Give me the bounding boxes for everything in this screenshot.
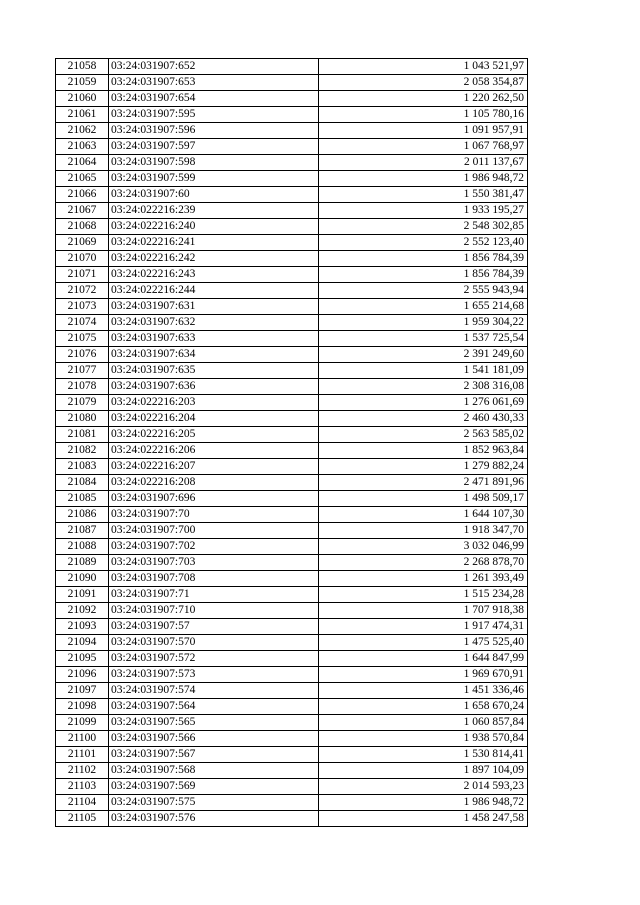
cadastral-value-cell: 1 644 847,99	[319, 651, 528, 667]
row-number-cell: 21076	[56, 347, 109, 363]
row-number-cell: 21059	[56, 75, 109, 91]
cadastral-number-cell: 03:24:031907:710	[109, 603, 319, 619]
cadastral-value-cell: 1 897 104,09	[319, 763, 528, 779]
table-row	[56, 219, 528, 235]
table-row	[56, 443, 528, 459]
cadastral-number-cell: 03:24:022216:242	[109, 251, 319, 267]
table-row	[56, 523, 528, 539]
cadastral-number-cell: 03:24:031907:595	[109, 107, 319, 123]
row-number-cell: 21060	[56, 91, 109, 107]
row-number-cell: 21104	[56, 795, 109, 811]
cadastral-number-cell: 03:24:022216:241	[109, 235, 319, 251]
cadastral-value-cell: 1 067 768,97	[319, 139, 528, 155]
table-row	[56, 539, 528, 555]
cadastral-value-cell: 1 458 247,58	[319, 811, 528, 827]
cadastral-value-cell: 1 852 963,84	[319, 443, 528, 459]
cadastral-value-cell: 1 498 509,17	[319, 491, 528, 507]
cadastral-number-cell: 03:24:031907:700	[109, 523, 319, 539]
row-number-cell: 21075	[56, 331, 109, 347]
cadastral-value-cell: 1 220 262,50	[319, 91, 528, 107]
row-number-cell: 21061	[56, 107, 109, 123]
table-row	[56, 395, 528, 411]
cadastral-value-cell: 1 986 948,72	[319, 171, 528, 187]
table-row	[56, 347, 528, 363]
row-number-cell: 21101	[56, 747, 109, 763]
cadastral-number-cell: 03:24:031907:70	[109, 507, 319, 523]
cadastral-number-cell: 03:24:031907:696	[109, 491, 319, 507]
row-number-cell: 21073	[56, 299, 109, 315]
table-row	[56, 59, 528, 75]
table-row	[56, 331, 528, 347]
cadastral-number-cell: 03:24:031907:598	[109, 155, 319, 171]
row-number-cell: 21070	[56, 251, 109, 267]
table-body	[56, 59, 528, 827]
cadastral-number-cell: 03:24:031907:574	[109, 683, 319, 699]
cadastral-value-cell: 1 515 234,28	[319, 587, 528, 603]
cadastral-value-cell: 1 856 784,39	[319, 267, 528, 283]
cadastral-value-cell: 1 644 107,30	[319, 507, 528, 523]
row-number-cell: 21082	[56, 443, 109, 459]
table-row	[56, 795, 528, 811]
cadastral-number-cell: 03:24:031907:634	[109, 347, 319, 363]
row-number-cell: 21085	[56, 491, 109, 507]
cadastral-number-cell: 03:24:031907:632	[109, 315, 319, 331]
cadastral-number-cell: 03:24:031907:636	[109, 379, 319, 395]
cadastral-value-cell: 2 471 891,96	[319, 475, 528, 491]
table-row	[56, 315, 528, 331]
cadastral-number-cell: 03:24:022216:203	[109, 395, 319, 411]
row-number-cell: 21098	[56, 699, 109, 715]
cadastral-value-cell: 1 261 393,49	[319, 571, 528, 587]
cadastral-value-cell: 2 268 878,70	[319, 555, 528, 571]
cadastral-number-cell: 03:24:031907:576	[109, 811, 319, 827]
cadastral-value-cell: 1 655 214,68	[319, 299, 528, 315]
table-row	[56, 283, 528, 299]
cadastral-number-cell: 03:24:031907:573	[109, 667, 319, 683]
cadastral-number-cell: 03:24:022216:243	[109, 267, 319, 283]
cadastral-number-cell: 03:24:022216:240	[109, 219, 319, 235]
table-row	[56, 811, 528, 827]
row-number-cell: 21071	[56, 267, 109, 283]
cadastral-value-cell: 1 105 780,16	[319, 107, 528, 123]
cadastral-number-cell: 03:24:031907:702	[109, 539, 319, 555]
cadastral-value-table	[55, 58, 528, 827]
cadastral-number-cell: 03:24:031907:572	[109, 651, 319, 667]
cadastral-value-cell: 1 933 195,27	[319, 203, 528, 219]
row-number-cell: 21083	[56, 459, 109, 475]
row-number-cell: 21081	[56, 427, 109, 443]
table-row	[56, 251, 528, 267]
cadastral-number-cell: 03:24:022216:204	[109, 411, 319, 427]
cadastral-number-cell: 03:24:031907:703	[109, 555, 319, 571]
table-row	[56, 715, 528, 731]
cadastral-number-cell: 03:24:031907:596	[109, 123, 319, 139]
cadastral-number-cell: 03:24:031907:57	[109, 619, 319, 635]
cadastral-value-cell: 1 043 521,97	[319, 59, 528, 75]
table-row	[56, 555, 528, 571]
row-number-cell: 21086	[56, 507, 109, 523]
cadastral-value-cell: 1 279 882,24	[319, 459, 528, 475]
cadastral-value-cell: 1 707 918,38	[319, 603, 528, 619]
table-row	[56, 363, 528, 379]
cadastral-number-cell: 03:24:022216:206	[109, 443, 319, 459]
cadastral-number-cell: 03:24:031907:564	[109, 699, 319, 715]
table-row	[56, 779, 528, 795]
table-row	[56, 571, 528, 587]
cadastral-value-cell: 1 537 725,54	[319, 331, 528, 347]
row-number-cell: 21079	[56, 395, 109, 411]
table-row	[56, 763, 528, 779]
table-row	[56, 491, 528, 507]
cadastral-value-cell: 2 014 593,23	[319, 779, 528, 795]
cadastral-value-cell: 2 552 123,40	[319, 235, 528, 251]
table-row	[56, 379, 528, 395]
cadastral-value-cell: 1 060 857,84	[319, 715, 528, 731]
cadastral-value-cell: 1 091 957,91	[319, 123, 528, 139]
table-row	[56, 171, 528, 187]
cadastral-value-cell: 1 917 474,31	[319, 619, 528, 635]
cadastral-number-cell: 03:24:031907:566	[109, 731, 319, 747]
cadastral-value-cell: 1 938 570,84	[319, 731, 528, 747]
cadastral-value-cell: 2 308 316,08	[319, 379, 528, 395]
table-row	[56, 299, 528, 315]
cadastral-value-cell: 2 548 302,85	[319, 219, 528, 235]
row-number-cell: 21072	[56, 283, 109, 299]
row-number-cell: 21062	[56, 123, 109, 139]
row-number-cell: 21066	[56, 187, 109, 203]
row-number-cell: 21103	[56, 779, 109, 795]
table-row	[56, 123, 528, 139]
cadastral-number-cell: 03:24:031907:567	[109, 747, 319, 763]
cadastral-value-cell: 1 451 336,46	[319, 683, 528, 699]
cadastral-value-cell: 1 276 061,69	[319, 395, 528, 411]
table-row	[56, 139, 528, 155]
cadastral-value-cell: 2 058 354,87	[319, 75, 528, 91]
table-row	[56, 747, 528, 763]
cadastral-number-cell: 03:24:031907:575	[109, 795, 319, 811]
table-row	[56, 699, 528, 715]
cadastral-number-cell: 03:24:022216:208	[109, 475, 319, 491]
row-number-cell: 21099	[56, 715, 109, 731]
cadastral-number-cell: 03:24:031907:708	[109, 571, 319, 587]
row-number-cell: 21077	[56, 363, 109, 379]
cadastral-number-cell: 03:24:031907:570	[109, 635, 319, 651]
row-number-cell: 21094	[56, 635, 109, 651]
row-number-cell: 21095	[56, 651, 109, 667]
cadastral-value-cell: 1 986 948,72	[319, 795, 528, 811]
cadastral-value-cell: 1 918 347,70	[319, 523, 528, 539]
table-row	[56, 427, 528, 443]
row-number-cell: 21089	[56, 555, 109, 571]
row-number-cell: 21100	[56, 731, 109, 747]
row-number-cell: 21090	[56, 571, 109, 587]
table-row	[56, 475, 528, 491]
row-number-cell: 21058	[56, 59, 109, 75]
table-row	[56, 507, 528, 523]
table-row	[56, 683, 528, 699]
cadastral-number-cell: 03:24:031907:565	[109, 715, 319, 731]
cadastral-number-cell: 03:24:031907:652	[109, 59, 319, 75]
row-number-cell: 21105	[56, 811, 109, 827]
row-number-cell: 21065	[56, 171, 109, 187]
row-number-cell: 21087	[56, 523, 109, 539]
row-number-cell: 21064	[56, 155, 109, 171]
cadastral-number-cell: 03:24:031907:569	[109, 779, 319, 795]
row-number-cell: 21088	[56, 539, 109, 555]
cadastral-number-cell: 03:24:022216:207	[109, 459, 319, 475]
table-row	[56, 267, 528, 283]
cadastral-number-cell: 03:24:031907:633	[109, 331, 319, 347]
cadastral-number-cell: 03:24:031907:653	[109, 75, 319, 91]
row-number-cell: 21097	[56, 683, 109, 699]
table-row	[56, 187, 528, 203]
row-number-cell: 21078	[56, 379, 109, 395]
table-row	[56, 203, 528, 219]
row-number-cell: 21080	[56, 411, 109, 427]
cadastral-number-cell: 03:24:031907:599	[109, 171, 319, 187]
cadastral-value-cell: 1 856 784,39	[319, 251, 528, 267]
cadastral-value-cell: 1 530 814,41	[319, 747, 528, 763]
table-row	[56, 731, 528, 747]
cadastral-number-cell: 03:24:031907:597	[109, 139, 319, 155]
table-row	[56, 619, 528, 635]
cadastral-value-cell: 3 032 046,99	[319, 539, 528, 555]
cadastral-value-cell: 1 959 304,22	[319, 315, 528, 331]
cadastral-number-cell: 03:24:031907:60	[109, 187, 319, 203]
table-row	[56, 75, 528, 91]
cadastral-value-cell: 2 555 943,94	[319, 283, 528, 299]
table-row	[56, 635, 528, 651]
table-row	[56, 411, 528, 427]
cadastral-number-cell: 03:24:022216:244	[109, 283, 319, 299]
cadastral-number-cell: 03:24:031907:654	[109, 91, 319, 107]
table-row	[56, 235, 528, 251]
cadastral-value-cell: 1 475 525,40	[319, 635, 528, 651]
row-number-cell: 21102	[56, 763, 109, 779]
cadastral-value-cell: 1 541 181,09	[319, 363, 528, 379]
cadastral-value-cell: 1 969 670,91	[319, 667, 528, 683]
cadastral-value-cell: 2 391 249,60	[319, 347, 528, 363]
row-number-cell: 21096	[56, 667, 109, 683]
cadastral-value-cell: 1 550 381,47	[319, 187, 528, 203]
table-row	[56, 459, 528, 475]
row-number-cell: 21092	[56, 603, 109, 619]
row-number-cell: 21093	[56, 619, 109, 635]
cadastral-number-cell: 03:24:022216:239	[109, 203, 319, 219]
table-row	[56, 667, 528, 683]
cadastral-value-cell: 2 460 430,33	[319, 411, 528, 427]
row-number-cell: 21074	[56, 315, 109, 331]
table-row	[56, 603, 528, 619]
cadastral-number-cell: 03:24:031907:631	[109, 299, 319, 315]
row-number-cell: 21084	[56, 475, 109, 491]
row-number-cell: 21068	[56, 219, 109, 235]
row-number-cell: 21067	[56, 203, 109, 219]
cadastral-value-cell: 2 563 585,02	[319, 427, 528, 443]
cadastral-number-cell: 03:24:031907:71	[109, 587, 319, 603]
table-row	[56, 107, 528, 123]
row-number-cell: 21063	[56, 139, 109, 155]
table-row	[56, 155, 528, 171]
cadastral-number-cell: 03:24:031907:568	[109, 763, 319, 779]
table-row	[56, 651, 528, 667]
cadastral-value-cell: 1 658 670,24	[319, 699, 528, 715]
row-number-cell: 21069	[56, 235, 109, 251]
cadastral-number-cell: 03:24:022216:205	[109, 427, 319, 443]
row-number-cell: 21091	[56, 587, 109, 603]
cadastral-number-cell: 03:24:031907:635	[109, 363, 319, 379]
cadastral-value-cell: 2 011 137,67	[319, 155, 528, 171]
table-row	[56, 91, 528, 107]
table-row	[56, 587, 528, 603]
